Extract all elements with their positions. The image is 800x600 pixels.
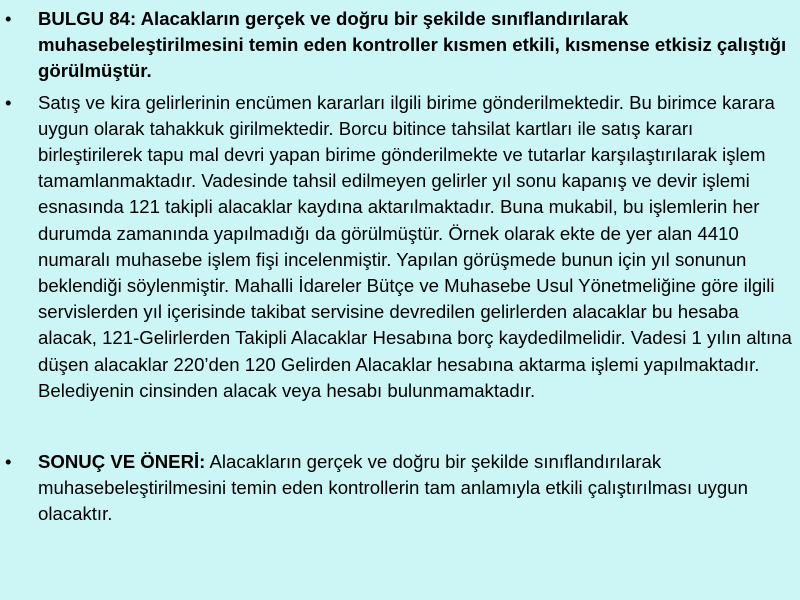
bullet-dot-icon: • [5,91,12,113]
detail-bullet [0,90,800,404]
finding-text: BULGU 84: Alacakların gerçek ve doğru bir şekilde sınıflandırılarak muhasebeleştirilmesini temin eden kontroller kısmen etkili, kısmense etkisiz çalıştığı görülmüştür. [38,8,787,82]
bullet-dot-icon: • [5,8,12,29]
conclusion-label: SONUÇ VE ÖNERİ: [38,451,206,473]
conclusion-bullet [0,449,800,528]
bullet-list [0,6,800,528]
detail-text: Satış ve kira gelirlerinin encümen kararları ilgili birime gönderilmektedir. Bu birimce karara uygun olarak tahakkuk girilmektedir. Borcu bitince tahsilat kartları ile satış kararı birleştirilerek tapu mal devri yapan birime gönderilmekte ve tutarlar karşılaştırılarak işlem tamamlanmaktadır. Vadesinde tahsil edilmeyen gelirler yıl sonu kapanış ve devir işlemi esnasında 121 takipli alacaklar kaydına aktarılmaktadır. Buna mukabil, bu işlemlerin her durumda zamanında yapılmadığı da görülmüştür. Örnek olarak ekte de yer alan 4410 numaralı muhasebe işlem fişi incelenmiştir. Yapılan görüşmede bunun için yıl sonunun beklendiği söylenmiştir. Mahalli İdareler Bütçe ve Muhasebe Usul Yönetmeliğine göre ilgili servislerden yıl içerisinde takibat servisine devredilen gelirlerden alacaklar bu hesaba alacak, 121-Gelirlerden Takipli Alacaklar Hesabına borç kaydedilmelidir. Vadesi 1 yılın altına düşen alacaklar 220’den 120 Gelirden Alacaklar hesabına aktarma işlemi yapılmaktadır. Belediyenin cinsinden alacak veya hesabı bulunmamaktadır. [38,91,792,401]
conclusion-text: Alacakların gerçek ve doğru bir şekilde sınıflandırılarak muhasebeleştirilmesini temin eden kontrollerin tam anlamıyla etkili çalıştırılması uygun olacaktır. [38,451,748,525]
bullet-dot-icon: • [5,451,12,473]
finding-bullet [0,6,800,85]
